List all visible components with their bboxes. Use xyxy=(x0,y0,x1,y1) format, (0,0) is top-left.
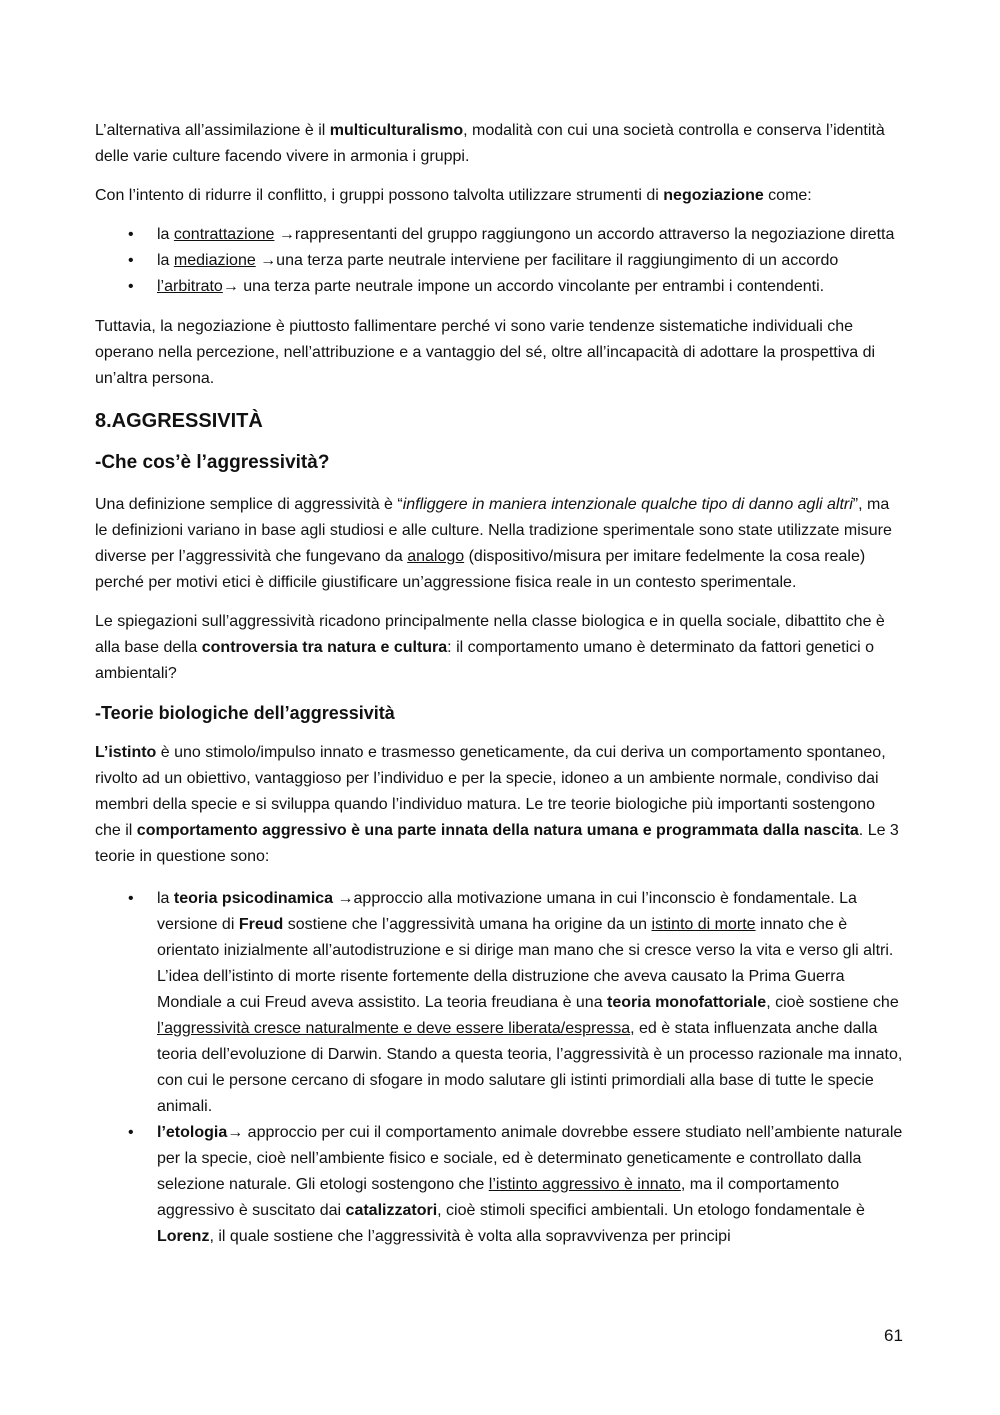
paragraph-nature-nurture xyxy=(95,609,905,687)
paragraph-instinct xyxy=(95,740,905,870)
text-run: la xyxy=(157,252,174,269)
text-run: è uno stimolo/impulso innato e trasmesso geneticamente, da cui deriva un comportamento spontaneo, rivolto ad un obiettivo, vantaggioso per l’individuo e per la specie, idoneo a un ambiente normale, condiviso dai membri della specie e si sviluppa quando l’individuo matura. Le tre teorie biologiche più importanti sostengono che il xyxy=(95,744,886,839)
text-run: la xyxy=(157,890,174,907)
bold-term: controversia tra natura e cultura xyxy=(201,639,448,656)
page-number: 61 xyxy=(884,1326,903,1345)
bold-term: Freud xyxy=(238,916,284,933)
subsection-title: -Teorie biologiche dell’aggressività xyxy=(95,703,395,723)
text-run: Con l’intento di ridurre il conflitto, i gruppi possono talvolta utilizzare strumenti di xyxy=(95,187,664,204)
bold-term: catalizzatori xyxy=(345,1202,438,1219)
text-run: : il comportamento umano è determinato da fattori genetici o ambientali? xyxy=(95,639,875,682)
text-run: → una terza parte neutrale impone un accordo vincolante per entrambi i contendenti. xyxy=(222,278,825,295)
bold-term: comportamento aggressivo è una parte innata della natura umana e programmata dalla nascita xyxy=(136,822,859,839)
list-item xyxy=(95,248,905,274)
paragraph-multiculturalism xyxy=(95,118,905,170)
underlined-term: contrattazione xyxy=(173,226,275,243)
bold-term: L’istinto xyxy=(95,744,157,761)
text-run: come: xyxy=(763,187,812,204)
text-run: , modalità con cui una società controlla e conserva l’identità delle varie culture facendo vivere in armonia i gruppi. xyxy=(95,122,885,165)
bullet-icon: • xyxy=(128,252,134,269)
negotiation-list xyxy=(95,222,905,300)
underlined-term: l’arbitrato xyxy=(157,278,223,295)
text-run: , il quale sostiene che l’aggressività è volta alla sopravvivenza per principi xyxy=(209,1228,731,1245)
text-run: sostiene che l’aggressività umana ha origine da un xyxy=(283,916,652,933)
text-run: → approccio per cui il comportamento animale dovrebbe essere studiato nell’ambiente naturale per la specie, cioè nell’ambiente fisico e sociale, ed è determinato geneticamente e controllato dalla selezione naturale. Gli etologi sostengono che xyxy=(157,1124,903,1193)
paragraph-negotiation-failure: Tuttavia, la negoziazione è piuttosto fallimentare perché vi sono varie tendenze sistematiche individuali che operano nella percezione, nell’attribuzione e a vantaggio del sé, oltre all’incapacità di adottare la prospettiva di un’altra persona. xyxy=(95,318,876,387)
list-item xyxy=(95,222,905,248)
text-run: →approccio alla motivazione umana in cui l’inconscio è fondamentale. La versione di xyxy=(157,890,857,933)
text-run: (dispositivo/misura per imitare fedelmente la cosa reale) perché per motivi etici è difficile giustificare un’aggressione fisica reale in un contesto sperimentale. xyxy=(95,548,866,591)
text-run: Le spiegazioni sull’aggressività ricadono principalmente nella classe biologica e in quella sociale, dibattito che è alla base della xyxy=(95,613,885,656)
text-run: , ma il comportamento aggressivo è suscitato dai xyxy=(157,1176,840,1219)
section-title: 8.AGGRESSIVITÀ xyxy=(95,410,263,432)
text-run: , cioè stimoli specifici ambientali. Un etologo fondamentale è xyxy=(437,1202,865,1219)
text-run: , cioè sostiene che xyxy=(766,994,899,1011)
underlined-term: l’aggressività cresce naturalmente e deve essere liberata/espressa xyxy=(157,1020,631,1037)
subsection-title: -Che cos’è l’aggressività? xyxy=(95,452,330,473)
text-run: Una definizione semplice di aggressività è “ xyxy=(95,496,403,513)
text-run: →rappresentanti del gruppo raggiungono un accordo attraverso la negoziazione diretta xyxy=(274,226,895,243)
underlined-term: istinto di morte xyxy=(651,916,756,933)
bold-term: Lorenz xyxy=(157,1228,210,1245)
text-run: L’alternativa all’assimilazione è il xyxy=(95,122,330,139)
bold-term: negoziazione xyxy=(663,187,764,204)
list-item xyxy=(95,886,905,1120)
underlined-term: analogo xyxy=(407,548,465,565)
paragraph-definition xyxy=(95,492,905,596)
bullet-icon: • xyxy=(128,1124,134,1141)
theories-list xyxy=(95,886,905,1250)
bullet-icon: • xyxy=(128,890,134,907)
underlined-term: mediazione xyxy=(173,252,256,269)
text-run: . Le 3 teorie in questione sono: xyxy=(95,822,899,865)
text-run: ”, ma le definizioni variano in base agli studiosi e alle culture. Nella tradizione sperimentale sono state utilizzate misure diverse per l’aggressività che fungevano da xyxy=(95,496,892,565)
bold-term: multiculturalismo xyxy=(329,122,464,139)
text-run: →una terza parte neutrale interviene per facilitare il raggiungimento di un accordo xyxy=(255,252,839,269)
bold-term: l’etologia xyxy=(157,1124,228,1141)
underlined-term: l’istinto aggressivo è innato xyxy=(488,1176,681,1193)
page-content xyxy=(95,118,905,1264)
italic-quote: infliggere in maniera intenzionale qualche tipo di danno agli altri xyxy=(402,496,853,513)
text-run: , ed è stata influenzata anche dalla teoria dell’evoluzione di Darwin. Stando a questa teoria, l’aggressività è un processo razionale ma innato, con cui le persone cercano di sfogare in modo salutare gli istinti primordiali alla base di tutte le specie animali. xyxy=(157,1020,903,1115)
list-item xyxy=(95,1120,905,1250)
paragraph-negotiation xyxy=(95,183,905,209)
bullet-icon: • xyxy=(128,226,134,243)
list-item xyxy=(95,274,905,300)
bold-term: teoria psicodinamica xyxy=(173,890,334,907)
text-run: innato che è orientato inizialmente all’autodistruzione e si dirige man mano che si cresce verso la vita e verso gli altri. L’idea dell’istinto di morte risente fortemente della distruzione che aveva causato la Prima Guerra Mondiale a cui Freud aveva assistito. La teoria freudiana è una xyxy=(157,916,894,1011)
text-run: la xyxy=(157,226,174,243)
bullet-icon: • xyxy=(128,278,134,295)
bold-term: teoria monofattoriale xyxy=(607,994,767,1011)
